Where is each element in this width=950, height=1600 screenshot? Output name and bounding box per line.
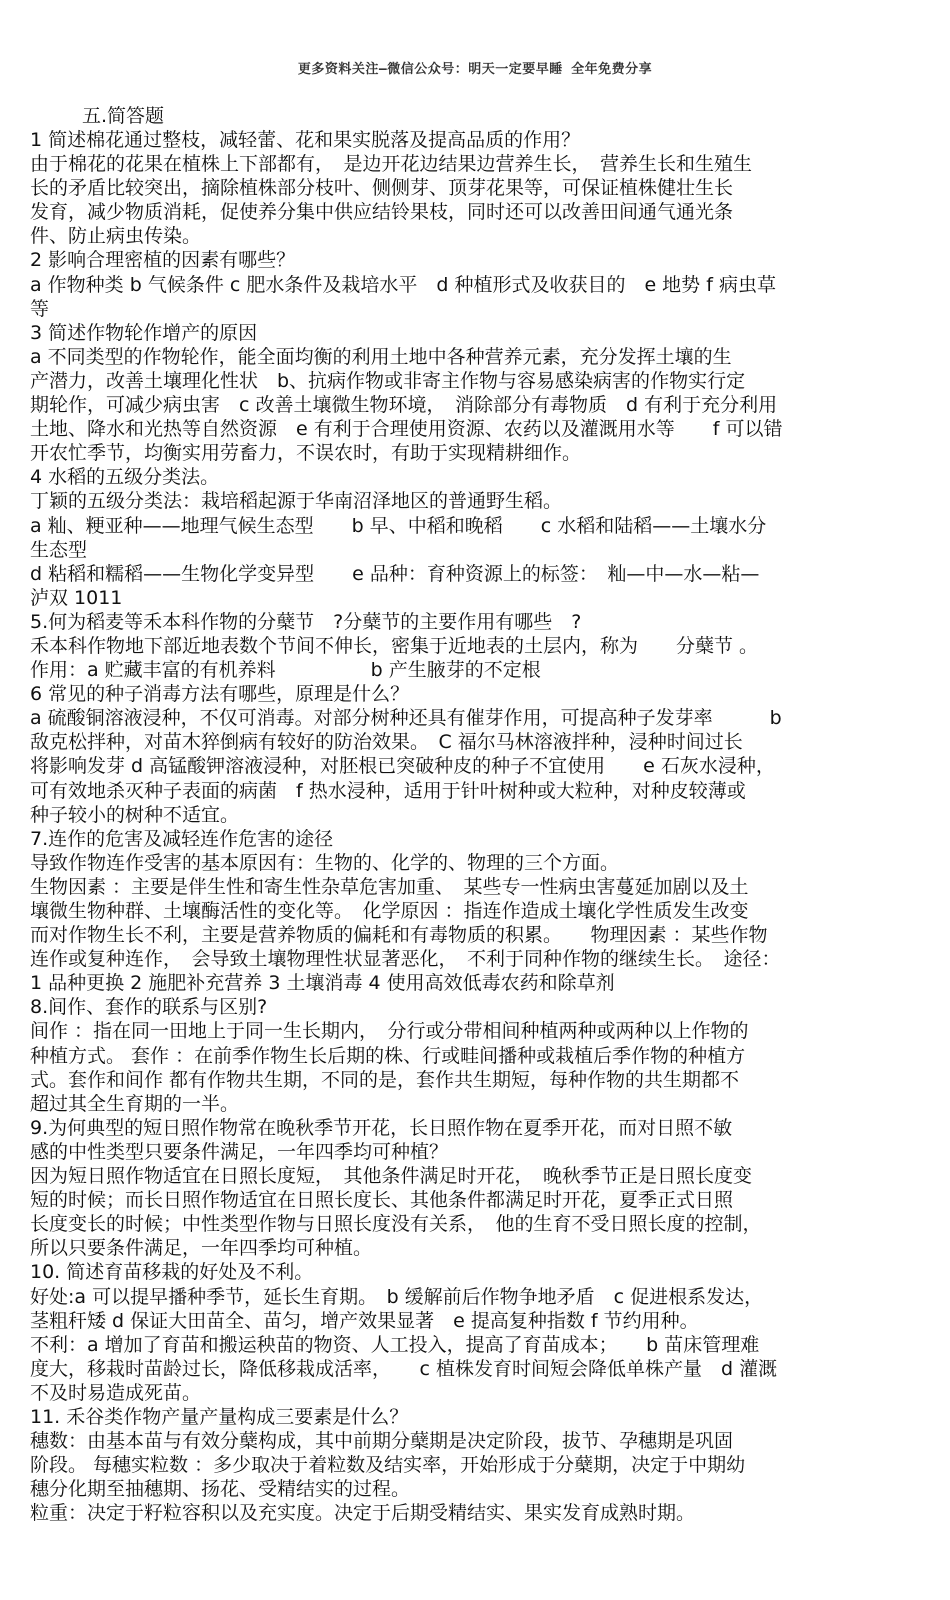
text-line: 种植方式。 套作 ：在前季作物生长后期的株、行或畦间播种或栽植后季作物的种植方 xyxy=(30,1044,746,1067)
text-line: 长的矛盾比较突出，摘除植株部分枝叶、侧侧芽、顶芽花果等，可保证植株健壮生长 xyxy=(30,177,734,200)
text-line: a 硫酸铜溶液浸种，不仅可消毒。对部分树种还具有催芽作用，可提高种子发芽率 b xyxy=(30,707,782,730)
text-line: 茎粗秆矮 d 保证大田苗全、苗匀，增产效果显著 e 提高复种指数 f 节约用种。 xyxy=(30,1309,699,1332)
text-line: 度大，移栽时苗龄过长，降低移栽成活率， c 植株发育时间短会降低单株产量 d 灌溉 xyxy=(30,1357,778,1380)
text-line: 泸双 1011 xyxy=(30,586,123,609)
text-line: 敌克松拌种，对苗木猝倒病有较好的防治效果。 C 福尔马林溶液拌种，浸种时间过长 xyxy=(30,731,743,754)
text-line: 开农忙季节，均衡实用劳畜力，不误农时，有助于实现精耕细作。 xyxy=(30,442,582,465)
text-line: 间作 ：指在同一田地上于同一生长期内， 分行或分带相间种植两种或两种以上作物的 xyxy=(30,1020,749,1043)
text-line: 6 常见的种子消毒方法有哪些，原理是什么？ xyxy=(30,683,410,706)
text-line: 9.为何典型的短日照作物常在晚秋季节开花，长日照作物在夏季开花，而对日照不敏 xyxy=(30,1116,733,1139)
text-line: a 籼、粳亚种——地理气候生态型 b 早、中稻和晚稻 c 水稻和陆稻——土壤水分 xyxy=(30,514,767,537)
section-title: 五.简答题 xyxy=(82,105,165,127)
text-line: 感的中性类型只要条件满足，一年四季均可种植？ xyxy=(30,1140,449,1163)
text-line: 所以只要条件满足，一年四季均可种植。 xyxy=(30,1237,373,1260)
text-line: 产潜力，改善土壤理化性状 b、抗病作物或非寄主作物与容易感染病害的作物实行定 xyxy=(30,369,746,392)
text-line: 4 水稻的五级分类法。 xyxy=(30,466,220,489)
text-line: 10. 简述育苗移栽的好处及不利。 xyxy=(30,1261,314,1284)
text-line: 禾本科作物地下部近地表数个节间不伸长，密集于近地表的土层内，称为 分蘖节 。 xyxy=(30,634,759,657)
text-line: 好处:a 可以提早播种季节，延长生育期。 b 缓解前后作物争地矛盾 c 促进根系发达， xyxy=(30,1285,764,1308)
text-line: 7.连作的危害及减轻连作危害的途径 xyxy=(30,827,334,850)
text-line: 丁颖的五级分类法：栽培稻起源于华南沼泽地区的普通野生稻。 xyxy=(30,490,563,513)
text-line: 穗数：由基本苗与有效分蘖构成，其中前期分蘖期是决定阶段，拔节、孕穗期是巩固 xyxy=(30,1430,734,1453)
text-line: 由于棉花的花果在植株上下部都有， 是边开花边结果边营养生长， 营养生长和生殖生 xyxy=(30,153,753,176)
text-line: 穗分化期至抽穗期、扬花、受精结实的过程。 xyxy=(30,1478,411,1501)
text-line: 而对作物生长不利，主要是营养物质的偏耗和有毒物质的积累。 物理因素 ：某些作物 xyxy=(30,924,768,947)
text-line: 件、防止病虫传染。 xyxy=(30,225,202,248)
text-line: 土地、降水和光热等自然资源 e 有利于合理使用资源、农药以及灌溉用水等 f 可以错 xyxy=(30,418,783,441)
text-line: 种子较小的树种不适宜。 xyxy=(30,803,240,826)
text-line: 8.间作、套作的联系与区别? xyxy=(30,996,268,1019)
text-line: 式。套作和间作 都有作物共生期，不同的是，套作共生期短，每种作物的共生期都不 xyxy=(30,1068,740,1091)
text-line: 可有效地杀灭种子表面的病菌 f 热水浸种，适用于针叶树种或大粒种，对种皮较薄或 xyxy=(30,779,746,802)
text-line: 作用：a 贮藏丰富的有机养料 b 产生腋芽的不定根 xyxy=(30,659,541,682)
text-line: a 作物种类 b 气候条件 c 肥水条件及栽培水平 d 种植形式及收获目的 e 地势 f 病虫草 xyxy=(30,273,776,296)
page-header: 更多资料关注–微信公众号：明天一定要早睡 全年免费分享 xyxy=(297,62,653,77)
text-line: 超过其全生育期的一半。 xyxy=(30,1092,240,1115)
text-line: 1 简述棉花通过整枝，减轻蕾、花和果实脱落及提高品质的作用？ xyxy=(30,129,581,151)
text-line: 因为短日照作物适宜在日照长度短， 其他条件满足时开花， 晚秋季节正是日照长度变 xyxy=(30,1165,753,1188)
text-line: d 粘稻和糯稻——生物化学变异型 e 品种：育种资源上的标签： 籼—中—水—粘— xyxy=(30,562,760,585)
text-line: 不及时易造成死苗。 xyxy=(30,1381,202,1404)
text-line: 阶段。 每穗实粒数 ：多少取决于着粒数及结实率，开始形成于分蘖期，决定于中期幼 xyxy=(30,1454,746,1477)
text-line: 将影响发芽 d 高锰酸钾溶液浸种，对胚根已突破种皮的种子不宜使用 e 石灰水浸种， xyxy=(30,755,775,778)
text-line: 生物因素 ：主要是伴生性和寄生性杂草危害加重、 某些专一性病虫害蔓延加剧以及土 xyxy=(30,875,749,898)
document-body xyxy=(30,104,920,1525)
text-line: 期轮作，可减少病虫害 c 改善土壤微生物环境， 消除部分有毒物质 d 有利于充分利用 xyxy=(30,394,778,417)
text-line: 不利：a 增加了育苗和搬运秧苗的物资、人工投入，提高了育苗成本； b 苗床管理难 xyxy=(30,1333,760,1356)
text-line: 连作或复种连作， 会导致土壤物理性状显著恶化， 不利于同种作物的继续生长。 途径： xyxy=(30,948,781,971)
text-line: 短的时候；而长日照作物适宜在日照长度长、其他条件都满足时开花，夏季正式日照 xyxy=(30,1189,734,1212)
text-line: 长度变长的时候；中性类型作物与日照长度没有关系， 他的生育不受日照长度的控制， xyxy=(30,1213,762,1236)
text-line: 导致作物连作受害的基本原因有：生物的、化学的、物理的三个方面。 xyxy=(30,851,620,874)
text-line: 等 xyxy=(30,297,50,320)
text-line: 5.何为稻麦等禾本科作物的分蘖节 ?分蘖节的主要作用有哪些 ? xyxy=(30,610,582,633)
text-line: 3 简述作物轮作增产的原因 xyxy=(30,321,258,344)
text-line: 生态型 xyxy=(30,538,88,561)
text-line: 11. 禾谷类作物产量产量构成三要素是什么？ xyxy=(30,1405,409,1428)
text-line: 发育，减少物质消耗，促使养分集中供应结铃果枝，同时还可以改善田间通气通光条 xyxy=(30,201,734,224)
text-line: 1 品种更换 2 施肥补充营养 3 土壤消毒 4 使用高效低毒农药和除草剂 xyxy=(30,972,615,995)
text-line: a 不同类型的作物轮作，能全面均衡的利用土地中各种营养元素，充分发挥土壤的生 xyxy=(30,345,732,368)
text-line: 粒重：决定于籽粒容积以及充实度。决定于后期受精结实、果实发育成熟时期。 xyxy=(30,1502,696,1525)
text-line: 2 影响合理密植的因素有哪些？ xyxy=(30,249,296,272)
text-line: 壤微生物种群、土壤酶活性的变化等。 化学原因 ：指连作造成土壤化学性质发生改变 xyxy=(30,900,749,922)
